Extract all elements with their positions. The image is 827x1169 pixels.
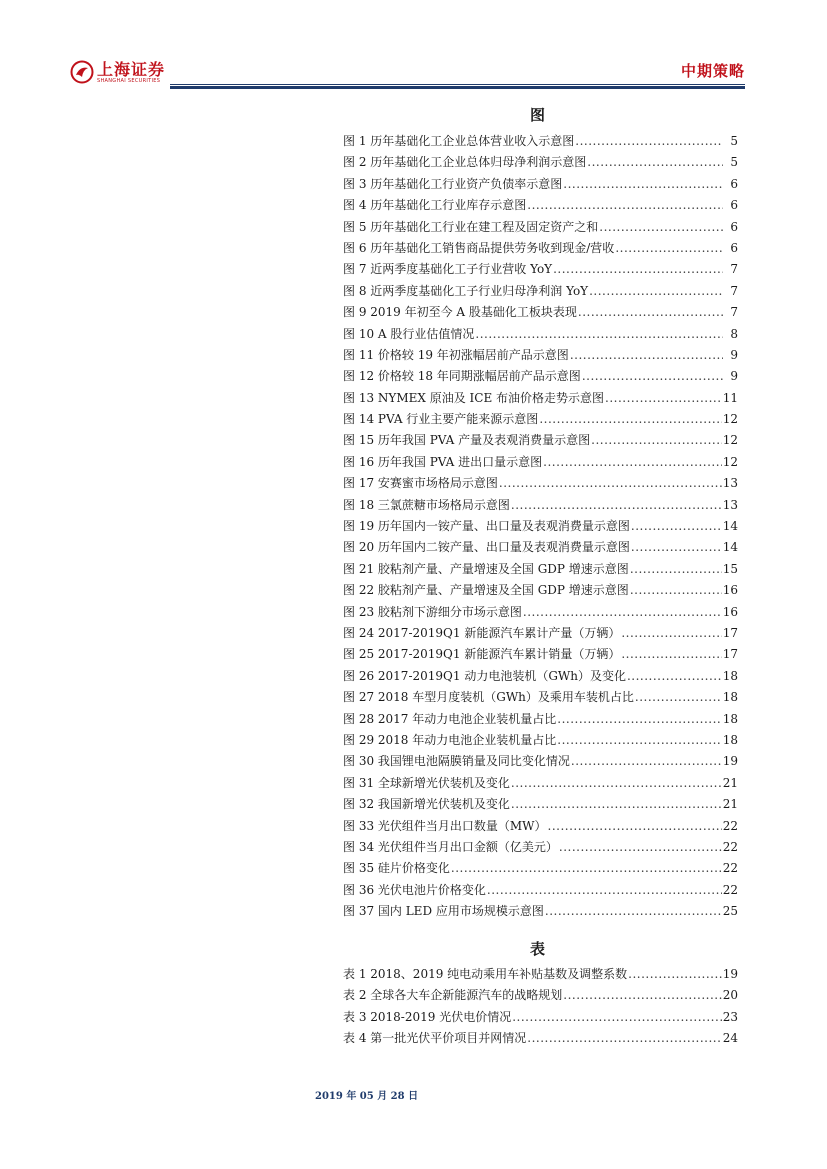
toc-dot-leader	[559, 840, 722, 854]
toc-entry-label: 图 36 光伏电池片价格变化	[343, 882, 486, 897]
toc-entry-page: 18	[722, 732, 738, 747]
toc-entry-label: 图 32 我国新增光伏装机及变化	[343, 797, 510, 812]
toc-entry-page: 22	[722, 861, 738, 876]
toc-dot-leader	[605, 391, 722, 405]
toc-entry[interactable]	[343, 175, 738, 196]
page-header	[0, 0, 827, 95]
toc-entry-page: 23	[722, 1009, 738, 1024]
toc-entry-label: 图 13 NYMEX 原油及 ICE 布油价格走势示意图	[343, 390, 605, 405]
toc-dot-leader	[627, 669, 722, 683]
toc-entry-page: 19	[722, 754, 738, 769]
toc-entry-page: 7	[730, 262, 738, 277]
toc-entry-page: 6	[730, 219, 738, 234]
toc-entry-label: 图 6 历年基础化工销售商品提供劳务收到现金/营收	[343, 240, 615, 255]
toc-dot-leader	[578, 305, 723, 319]
toc-entry[interactable]	[343, 517, 738, 538]
toc-entry[interactable]	[343, 688, 738, 709]
toc-dot-leader	[575, 134, 723, 148]
toc-entry-page: 19	[722, 967, 738, 981]
toc-dot-leader	[511, 776, 722, 790]
toc-dot-leader	[571, 754, 722, 768]
toc-entry-label: 图 9 2019 年初至今 A 股基础化工板块表现	[343, 305, 577, 320]
header-rule-thick	[170, 86, 745, 89]
toc-entry[interactable]	[343, 132, 738, 153]
toc-entry[interactable]	[343, 1029, 738, 1050]
toc-entry-page: 22	[722, 818, 738, 833]
toc-entry-page: 18	[722, 668, 738, 683]
toc-entry-label: 图 31 全球新增光伏装机及变化	[343, 775, 510, 790]
toc-entry[interactable]	[343, 581, 738, 602]
toc-entry-label: 图 29 2018 年动力电池企业装机量占比	[343, 732, 557, 747]
tables-heading: 表	[529, 940, 545, 958]
toc-entry-label: 图 17 安赛蜜市场格局示意图	[343, 476, 498, 491]
toc-dot-leader	[557, 733, 721, 747]
toc-entry-label: 图 11 价格较 19 年初涨幅居前产品示意图	[343, 347, 569, 362]
toc-entry[interactable]	[343, 795, 738, 816]
toc-entry-label: 图 20 历年国内二铵产量、出口量及表观消费量示意图	[343, 540, 630, 555]
toc-dot-leader	[631, 540, 722, 554]
toc-entry[interactable]	[343, 560, 738, 581]
toc-entry-label: 图 5 历年基础化工行业在建工程及固定资产之和	[343, 219, 599, 234]
toc-dot-leader	[582, 369, 723, 383]
toc-entry-label: 表 4 第一批光伏平价项目并网情况	[343, 1031, 527, 1046]
toc-entry-label: 表 2 全球各大车企新能源汽车的战略规划	[343, 988, 563, 1003]
toc-entry-label: 图 22 胶粘剂产量、产量增速及全国 GDP 增速示意图	[343, 583, 629, 598]
toc-dot-leader	[523, 605, 722, 619]
toc-entry[interactable]	[343, 303, 738, 324]
toc-entry[interactable]	[343, 1008, 738, 1029]
toc-dot-leader	[511, 797, 722, 811]
toc-dot-leader	[527, 1031, 721, 1045]
toc-entry-label: 图 14 PVA 行业主要产能来源示意图	[343, 412, 539, 427]
report-type-title: 中期策略	[680, 62, 745, 80]
toc-entry[interactable]	[343, 153, 738, 174]
toc-entry[interactable]	[343, 624, 738, 645]
toc-entry[interactable]	[343, 218, 738, 239]
toc-entry-page: 18	[722, 711, 738, 726]
toc-entry-label: 表 1 2018、2019 纯电动乘用车补贴基数及调整系数	[343, 967, 628, 981]
toc-entry-label: 图 10 A 股行业估值情况	[343, 326, 475, 341]
toc-entry-label: 图 19 历年国内一铵产量、出口量及表观消费量示意图	[343, 519, 630, 534]
toc-entry-label: 图 33 光伏组件当月出口数量（MW）	[343, 818, 547, 833]
table-list	[343, 965, 738, 1051]
toc-entry-page: 13	[722, 476, 738, 491]
header-rule-thin	[170, 84, 745, 85]
toc-entry-label: 图 35 硅片价格变化	[343, 861, 450, 876]
toc-entry-label: 图 25 2017-2019Q1 新能源汽车累计销量（万辆）	[343, 647, 621, 662]
toc-entry[interactable]	[343, 538, 738, 559]
toc-entry-page: 11	[722, 390, 738, 405]
toc-entry-page: 5	[730, 155, 738, 170]
toc-entry[interactable]	[343, 986, 738, 1007]
toc-entry[interactable]	[343, 239, 738, 260]
toc-entry[interactable]	[343, 389, 738, 410]
toc-dot-leader	[628, 967, 722, 981]
toc-entry-page: 17	[722, 647, 738, 662]
toc-entry-label: 图 18 三氯蔗糖市场格局示意图	[343, 497, 510, 512]
toc-dot-leader	[570, 348, 723, 362]
toc-entry[interactable]	[343, 496, 738, 517]
toc-dot-leader	[589, 284, 723, 298]
figures-heading: 图	[529, 106, 545, 124]
toc-entry-page: 6	[730, 176, 738, 191]
toc-entry[interactable]	[343, 667, 738, 688]
toc-entry[interactable]	[343, 410, 738, 431]
toc-entry-page: 21	[722, 775, 738, 790]
toc-entry[interactable]	[343, 346, 738, 367]
toc-entry-label: 图 21 胶粘剂产量、产量增速及全国 GDP 增速示意图	[343, 561, 629, 576]
toc-entry-page: 25	[722, 904, 738, 919]
logo-name-cn: 上海证券	[97, 59, 166, 79]
toc-entry[interactable]	[343, 453, 738, 474]
toc-entry-page: 7	[730, 283, 738, 298]
toc-entry-page: 16	[722, 604, 738, 619]
toc-entry-page: 8	[730, 326, 738, 341]
toc-entry-label: 图 28 2017 年动力电池企业装机量占比	[343, 711, 557, 726]
toc-entry-page: 15	[722, 561, 738, 576]
toc-entry[interactable]	[343, 603, 738, 624]
toc-dot-leader	[630, 562, 722, 576]
toc-entry-label: 图 37 国内 LED 应用市场规模示意图	[343, 904, 544, 919]
toc-entry-label: 图 7 近两季度基础化工子行业营收 YoY	[343, 262, 553, 277]
toc-entry-page: 18	[722, 690, 738, 705]
toc-entry-label: 表 3 2018-2019 光伏电价情况	[343, 1009, 512, 1024]
toc-entry-page: 14	[722, 519, 738, 534]
toc-entry[interactable]	[343, 731, 738, 752]
toc-dot-leader	[615, 241, 723, 255]
toc-entry-label: 图 30 我国锂电池隔膜销量及同比变化情况	[343, 754, 570, 769]
toc-entry-label: 图 2 历年基础化工企业总体归母净利润示意图	[343, 155, 587, 170]
toc-dot-leader	[475, 327, 723, 341]
toc-entry[interactable]	[343, 859, 738, 880]
toc-entry-label: 图 24 2017-2019Q1 新能源汽车累计产量（万辆）	[343, 625, 621, 640]
toc-entry-page: 12	[722, 454, 738, 469]
toc-entry-label: 图 16 历年我国 PVA 进出口量示意图	[343, 454, 543, 469]
toc-entry[interactable]	[343, 196, 738, 217]
toc-entry-page: 6	[730, 240, 738, 255]
toc-dot-leader	[599, 220, 723, 234]
figure-list	[343, 132, 738, 923]
toc-entry-page: 6	[730, 198, 738, 213]
toc-dot-leader	[548, 819, 722, 833]
toc-entry[interactable]	[343, 282, 738, 303]
toc-entry[interactable]	[343, 645, 738, 666]
toc-dot-leader	[487, 883, 722, 897]
report-date: 2019 年 05 月 28 日	[315, 1091, 419, 1102]
toc-dot-leader	[543, 455, 722, 469]
toc-entry-page: 7	[730, 305, 738, 320]
toc-entry-label: 图 8 近两季度基础化工子行业归母净利润 YoY	[343, 283, 589, 298]
toc-entry-page: 12	[722, 412, 738, 427]
toc-entry-label: 图 15 历年我国 PVA 产量及表观消费量示意图	[343, 433, 591, 448]
toc-dot-leader	[512, 1010, 722, 1024]
toc-dot-leader	[539, 412, 721, 426]
toc-dot-leader	[630, 583, 722, 597]
toc-entry-page: 22	[722, 839, 738, 854]
logo-name-en: SHANGHAI SECURITIES	[97, 77, 161, 84]
toc-entry[interactable]	[343, 774, 738, 795]
toc-entry[interactable]	[343, 881, 738, 902]
toc-entry-page: 14	[722, 540, 738, 555]
toc-dot-leader	[511, 498, 722, 512]
toc-dot-leader	[499, 476, 722, 490]
toc-entry[interactable]	[343, 325, 738, 346]
toc-dot-leader	[553, 262, 723, 276]
toc-entry-page: 9	[730, 347, 738, 362]
toc-entry-page: 20	[722, 988, 738, 1003]
toc-entry[interactable]	[343, 367, 738, 388]
toc-entry-page: 13	[722, 497, 738, 512]
toc-dot-leader	[545, 904, 722, 918]
toc-entry-page: 5	[730, 134, 738, 148]
toc-entry-page: 22	[722, 882, 738, 897]
toc-entry[interactable]	[343, 474, 738, 495]
toc-entry-page: 24	[722, 1031, 738, 1046]
toc-dot-leader	[563, 177, 723, 191]
toc-dot-leader	[635, 690, 722, 704]
company-logo	[70, 60, 165, 84]
toc-entry-page: 16	[722, 583, 738, 598]
toc-entry[interactable]	[343, 431, 738, 452]
toc-dot-leader	[621, 626, 721, 640]
toc-dot-leader	[587, 155, 723, 169]
toc-dot-leader	[557, 712, 721, 726]
toc-entry-label: 图 26 2017-2019Q1 动力电池装机（GWh）及变化	[343, 668, 626, 683]
toc-entry-page: 9	[730, 369, 738, 384]
toc-entry[interactable]	[343, 902, 738, 923]
toc-entry[interactable]	[343, 817, 738, 838]
toc-entry[interactable]	[343, 838, 738, 859]
toc-entry-page: 17	[722, 625, 738, 640]
toc-dot-leader	[631, 519, 722, 533]
toc-entry[interactable]	[343, 965, 738, 986]
toc-dot-leader	[527, 198, 723, 212]
toc-entry-label: 图 12 价格较 18 年同期涨幅居前产品示意图	[343, 369, 581, 384]
toc-dot-leader	[451, 861, 722, 875]
toc-dot-leader	[563, 988, 721, 1002]
toc-entry-page: 21	[722, 797, 738, 812]
toc-entry-label: 图 1 历年基础化工企业总体营业收入示意图	[343, 134, 575, 148]
toc-entry-label: 图 23 胶粘剂下游细分市场示意图	[343, 604, 522, 619]
toc-entry[interactable]	[343, 710, 738, 731]
toc-entry-label: 图 34 光伏组件当月出口金额（亿美元）	[343, 839, 558, 854]
toc-dot-leader	[591, 433, 722, 447]
toc-entry-label: 图 3 历年基础化工行业资产负债率示意图	[343, 176, 563, 191]
toc-entry-label: 图 27 2018 车型月度装机（GWh）及乘用车装机占比	[343, 690, 634, 705]
toc-entry[interactable]	[343, 260, 738, 281]
toc-dot-leader	[621, 647, 721, 661]
toc-entry-label: 图 4 历年基础化工行业库存示意图	[343, 198, 527, 213]
toc-entry[interactable]	[343, 752, 738, 773]
toc-entry-page: 12	[722, 433, 738, 448]
logo-icon	[70, 60, 94, 84]
